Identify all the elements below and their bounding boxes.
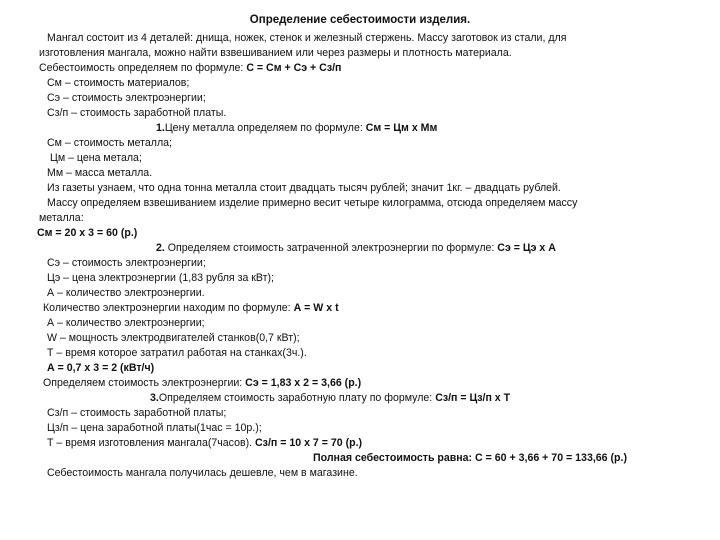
text-line: Себестоимость мангала получилась дешевле, чем в магазине. (47, 467, 358, 479)
text-line: Из газеты узнаем, что одна тонна металла стоит двадцать тысяч рублей; значит 1кг. – двадцать рублей. (47, 182, 561, 194)
formula-total-cost: С = См + Сэ + Сз/п (246, 62, 342, 74)
text-line: Т – время изготовления мангала(7часов). Сз/п = 10 х 7 = 70 (р.) (47, 437, 363, 449)
text-line: Мангал состоит из 4 деталей: днища, ножек, стенок и железный стержень. Массу заготовок из стали, для (47, 32, 567, 44)
text-line: Т – время которое затратил работая на станках(3ч.). (47, 347, 307, 359)
text-line: Мм – масса металла. (47, 167, 153, 179)
text-line: W – мощность электродвигателей станков(0,7 кВт); (47, 332, 300, 344)
text-line: Сз/п – стоимость заработной платы. (47, 107, 227, 119)
text-line: изготовления мангала, можно найти взвешиванием или через размеры и плотность материала. (39, 47, 512, 59)
text-line: Себестоимость определяем по формуле: С = См + Сэ + Сз/п (39, 62, 342, 74)
text-line: металла: (39, 212, 84, 224)
calc-salary-cost: Сз/п = 10 х 7 = 70 (р.) (255, 437, 363, 449)
text-line: См – стоимость металла; (47, 137, 172, 149)
total-cost-result: Полная себестоимость равна: С = 60 + 3,66 + 70 = 133,66 (р.) (313, 452, 627, 464)
text-line: Сз/п – стоимость заработной платы; (47, 407, 227, 419)
text-line: Сэ – стоимость электроэнергии; (47, 92, 206, 104)
calc-energy-amount: А = 0,7 х 3 = 2 (кВт/ч) (47, 362, 155, 374)
calc-metal-cost: См = 20 х 3 = 60 (р.) (37, 227, 138, 239)
text-line: А – количество электроэнергии; (47, 317, 205, 329)
formula-salary-cost: Сз/п = Цз/п х Т (435, 392, 511, 404)
section-heading-1: 1.Цену металла определяем по формуле: См = Цм х Мм (156, 122, 438, 134)
text-line: Цз/п – цена заработной платы(1час = 10р.); (47, 422, 262, 434)
document-title: Определение себестоимости изделия. (249, 14, 471, 26)
text-line: Цэ – цена электроэнергии (1,83 рубля за кВт); (47, 272, 274, 284)
text-line: А – количество электроэнергии. (47, 287, 205, 299)
text-line: Цм – цена метала; (50, 152, 142, 164)
text-line: См – стоимость материалов; (47, 77, 190, 89)
formula-energy-cost: Сэ = Цэ х А (497, 242, 556, 254)
section-heading-3: 3.Определяем стоимость заработную плату по формуле: Сз/п = Цз/п х Т (150, 392, 511, 404)
formula-metal-cost: См = Цм х Мм (365, 122, 438, 134)
section-heading-2: 2. Определяем стоимость затраченной электроэнергии по формуле: Сэ = Цэ х А (156, 242, 556, 254)
text-line: Определяем стоимость электроэнергии: Сэ = 1,83 х 2 = 3,66 (р.) (43, 377, 362, 389)
text-line: Количество электроэнергии находим по формуле: А = W х t (43, 302, 339, 314)
calc-energy-cost: Сэ = 1,83 х 2 = 3,66 (р.) (245, 377, 362, 389)
text-line: Сэ – стоимость электроэнергии; (47, 257, 206, 269)
text-line: Массу определяем взвешиванием изделие примерно весит четыре килограмма, отсюда определяем массу (47, 197, 578, 209)
formula-energy-amount: А = W х t (293, 302, 339, 314)
